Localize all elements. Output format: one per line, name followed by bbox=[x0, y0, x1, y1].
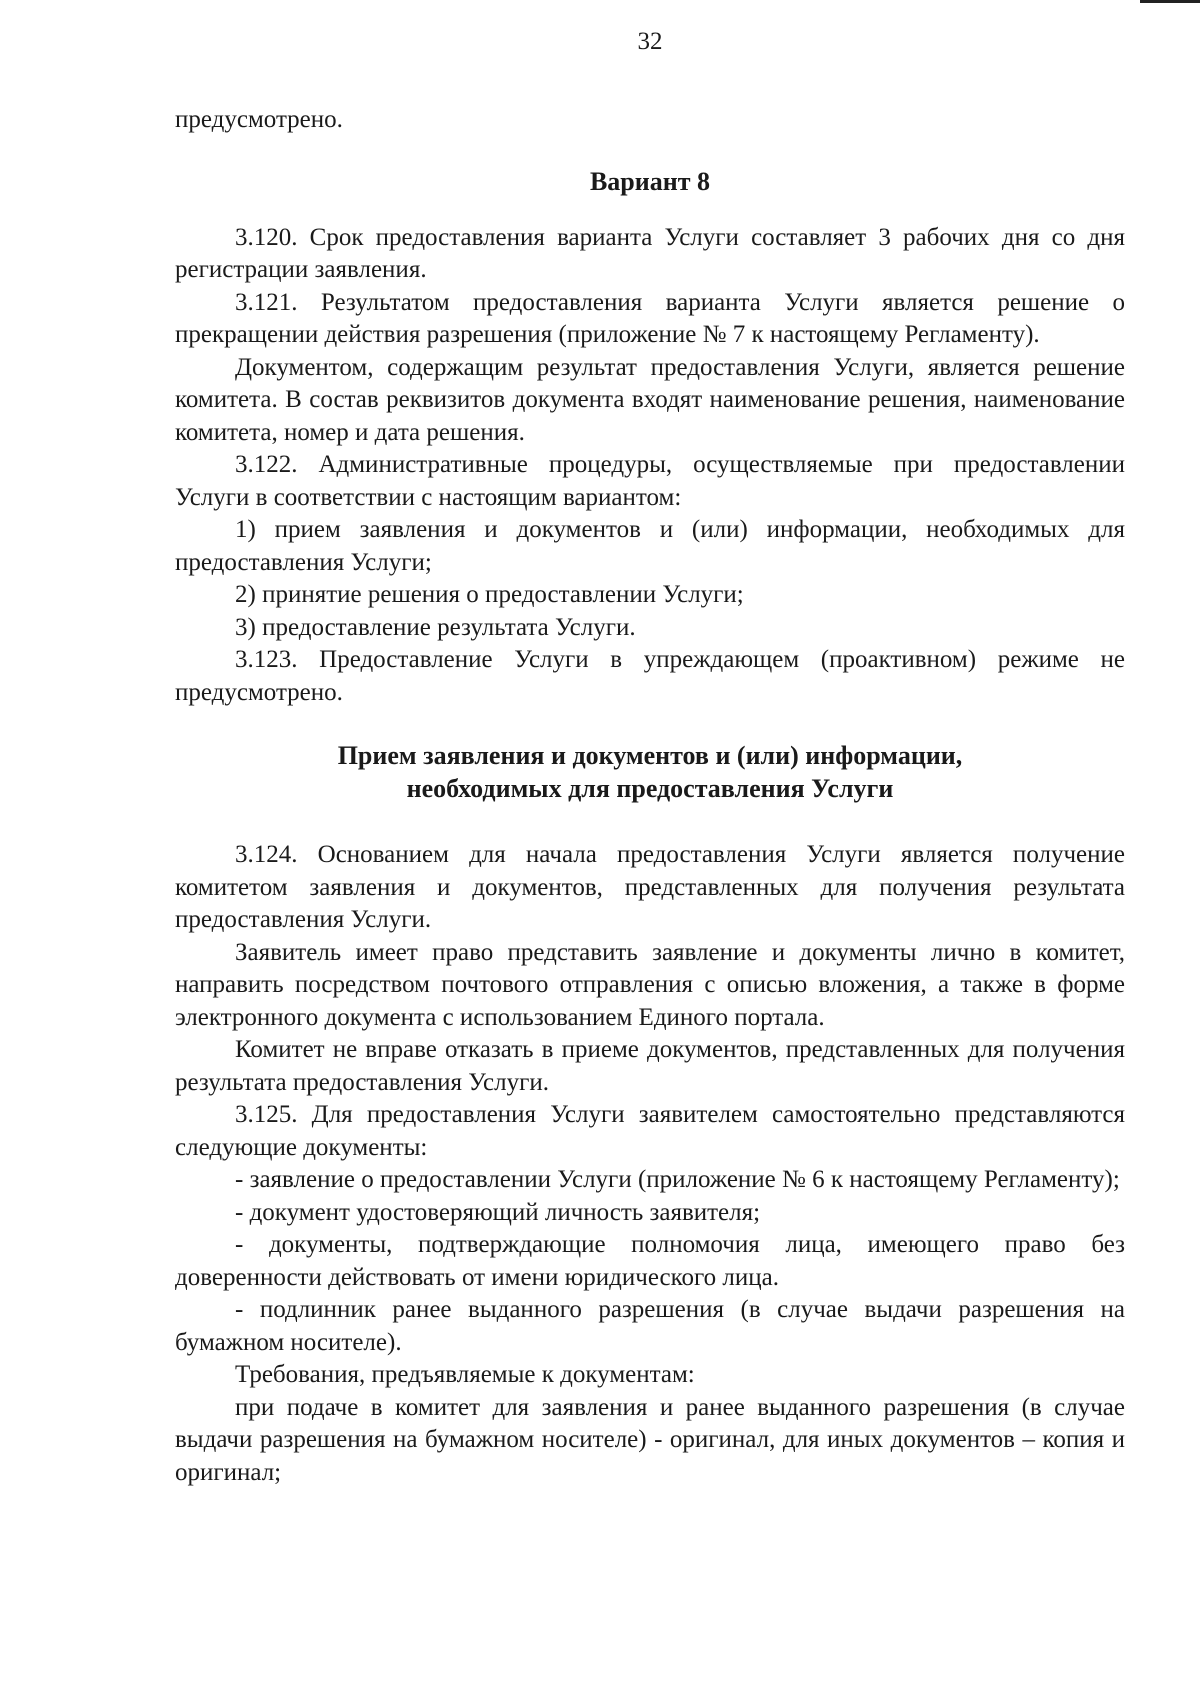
list-item: 2) принятие решения о предоставлении Услуги; bbox=[235, 581, 744, 608]
paragraph: при подаче в комитет для заявления и ранее выданного разрешения (в случае выдачи разрешения на бумажном носителе) - оригинал, для иных документов – копия и оригинал; bbox=[175, 1393, 1125, 1486]
list-item: 3) предоставление результата Услуги. bbox=[235, 613, 636, 641]
paragraph: Комитет не вправе отказать в приеме документов, представленных для получения результата предоставления Услуги. bbox=[175, 1036, 1125, 1096]
list-item: - документы, подтверждающие полномочия лица, имеющего право без доверенности действовать от имени юридического лица. bbox=[175, 1231, 1125, 1291]
list-item: - документ удостоверяющий личность заявителя; bbox=[235, 1198, 761, 1226]
corner-rule bbox=[1140, 0, 1200, 3]
paragraph: предусмотрено. bbox=[175, 106, 343, 133]
list-item: - подлинник ранее выданного разрешения (в случае выдачи разрешения на бумажном носителе). bbox=[175, 1296, 1125, 1356]
paragraph: Документом, содержащим результат предоставления Услуги, является решение комитета. В состав реквизитов документа входят наименование решения, наименование комитета, номер и дата решения. bbox=[175, 353, 1125, 446]
section-title-line: Прием заявления и документов и (или) информации, bbox=[337, 741, 963, 770]
paragraph: Требования, предъявляемые к документам: bbox=[235, 1361, 695, 1388]
paragraph: 3.122. Административные процедуры, осуществляемые при предоставлении Услуги в соответствии с настоящим вариантом: bbox=[175, 451, 1125, 511]
page-number: 32 bbox=[637, 28, 663, 55]
paragraph: 3.123. Предоставление Услуги в упреждающем (проактивном) режиме не предусмотрено. bbox=[175, 646, 1125, 706]
list-item: 1) прием заявления и документов и (или) информации, необходимых для предоставления Услуги; bbox=[175, 516, 1125, 576]
paragraph: 3.120. Срок предоставления варианта Услуги составляет 3 рабочих дня со дня регистрации заявления. bbox=[175, 223, 1125, 283]
section-title-variant: Вариант 8 bbox=[589, 166, 711, 196]
paragraph: Заявитель имеет право представить заявление и документы лично в комитет, направить посредством почтового отправления с описью вложения, а также в форме электронного документа с использованием Единого портала. bbox=[175, 938, 1125, 1031]
paragraph: 3.121. Результатом предоставления варианта Услуги является решение о прекращении действия разрешения (приложение № 7 к настоящему Регламенту). bbox=[175, 288, 1125, 348]
section-title-line: необходимых для предоставления Услуги bbox=[406, 774, 894, 803]
section-title-reception bbox=[175, 739, 1125, 805]
paragraph: 3.124. Основанием для начала предоставления Услуги является получение комитетом заявления и документов, представленных для получения результата предоставления Услуги. bbox=[175, 841, 1125, 933]
document-page bbox=[175, 18, 1125, 1489]
list-item: - заявление о предоставлении Услуги (приложение № 6 к настоящему Регламенту); bbox=[235, 1166, 1120, 1193]
paragraph: 3.125. Для предоставления Услуги заявителем самостоятельно представляются следующие документы: bbox=[175, 1101, 1125, 1161]
